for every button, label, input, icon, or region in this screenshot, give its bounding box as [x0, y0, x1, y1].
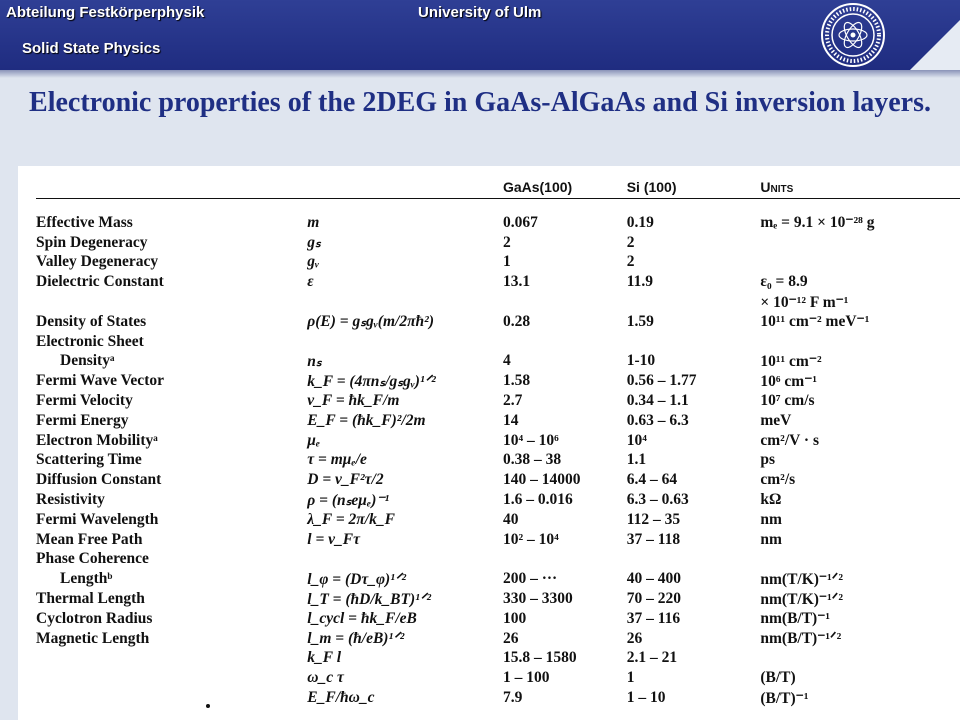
property-cell: Densityᵃ: [60, 352, 115, 370]
property-cell: Scattering Time: [36, 451, 142, 469]
table-row: [36, 272, 960, 292]
si-value-cell: 1: [626, 669, 635, 687]
symbol-cell: m: [307, 213, 320, 231]
column-header-units: Units: [760, 179, 794, 195]
department-en-label: Solid State Physics: [22, 40, 161, 57]
symbol-cell: D = v_F²τ/2: [307, 471, 384, 489]
si-value-cell: 6.4 – 64: [626, 471, 678, 489]
symbol-cell: l_T = (ħD/k_BT)¹ᐟ²: [307, 590, 431, 608]
gaas-value-cell: 14: [502, 411, 519, 429]
si-value-cell: 10⁴: [626, 431, 647, 449]
si-value-cell: 0.63 – 6.3: [626, 411, 689, 429]
header-bar: [0, 0, 960, 70]
table-row: [36, 233, 960, 253]
table-row: [36, 589, 960, 609]
units-cell: (B/T)⁻¹: [760, 689, 809, 707]
si-value-cell: 2: [626, 233, 635, 251]
gaas-value-cell: 26: [502, 629, 519, 647]
gaas-value-cell: 10⁴ – 10⁶: [502, 431, 559, 449]
units-cell: (B/T): [760, 669, 796, 687]
si-value-cell: [627, 292, 761, 312]
gaas-value-cell: 2.7: [502, 392, 523, 410]
property-cell: [36, 668, 307, 688]
table-row: [36, 213, 960, 233]
symbol-cell: [307, 550, 503, 570]
symbol-cell: [307, 292, 503, 312]
gaas-value-cell: 330 – 3300: [502, 590, 573, 608]
si-value-cell: 1-10: [626, 352, 656, 370]
gaas-value-cell: 13.1: [502, 273, 531, 291]
units-cell: 10⁶ cm⁻¹: [760, 372, 818, 390]
units-cell: [760, 253, 960, 273]
symbol-cell: [307, 332, 503, 352]
table-row: [36, 530, 960, 550]
units-cell: cm²/V · s: [760, 431, 819, 449]
gaas-value-cell: 1 – 100: [502, 669, 550, 687]
gaas-value-cell: 200 – ···: [502, 570, 558, 588]
units-cell: meV: [760, 411, 792, 429]
header-rule: [36, 199, 960, 214]
gaas-value-cell: 1: [502, 253, 511, 271]
symbol-cell: k_F l: [307, 649, 342, 667]
property-cell: Resistivity: [36, 491, 105, 509]
property-cell: Dielectric Constant: [36, 273, 164, 291]
property-cell: Magnetic Length: [36, 629, 150, 647]
si-value-cell: 2.1 – 21: [626, 649, 678, 667]
symbol-cell: k_F = (4πnₛ/gₛgᵥ)¹ᐟ²: [307, 372, 436, 390]
scan-speck: [206, 704, 210, 708]
property-cell: [36, 649, 307, 669]
table-row: [36, 253, 960, 273]
table-body: [36, 213, 960, 708]
si-value-cell: 1 – 10: [626, 689, 666, 707]
symbol-cell: ρ = (nₛeμₑ)⁻¹: [307, 491, 390, 509]
department-label: Abteilung Festkörperphysik: [6, 4, 205, 21]
units-cell: ps: [760, 451, 776, 469]
si-value-cell: 37 – 116: [626, 609, 681, 627]
si-value-cell: 1.59: [626, 312, 654, 330]
si-value-cell: 70 – 220: [626, 590, 681, 608]
symbol-cell: l = v_Fτ: [307, 530, 361, 548]
symbol-cell: μₑ: [307, 431, 321, 449]
gaas-value-cell: [503, 550, 627, 570]
units-cell: 10¹¹ cm⁻²: [760, 352, 822, 370]
property-cell: Electron Mobilityᵃ: [36, 431, 158, 449]
units-cell: nm(T/K)⁻¹ᐟ²: [760, 570, 843, 588]
gaas-value-cell: 1.58: [502, 372, 531, 390]
si-value-cell: 0.34 – 1.1: [626, 392, 689, 410]
table-row: [36, 668, 960, 688]
property-cell: Lengthᵇ: [60, 570, 113, 588]
si-value-cell: [627, 550, 761, 570]
property-cell: Effective Mass: [36, 213, 133, 231]
table-row: [36, 312, 960, 332]
si-value-cell: 11.9: [626, 273, 653, 291]
property-cell: Fermi Energy: [36, 411, 129, 429]
table-row: [36, 688, 960, 708]
gaas-value-cell: 7.9: [502, 689, 523, 707]
units-cell: ε₀ = 8.9: [760, 273, 808, 291]
units-cell: nm(T/K)⁻¹ᐟ²: [760, 590, 843, 608]
properties-table: [36, 176, 960, 708]
gaas-value-cell: 40: [502, 510, 519, 528]
units-cell: nm: [760, 530, 782, 548]
column-header-si: Si (100): [626, 179, 677, 195]
table-row: [36, 431, 960, 451]
units-cell: kΩ: [760, 491, 782, 509]
property-cell: Mean Free Path: [36, 530, 143, 548]
property-cell: Diffusion Constant: [36, 471, 162, 489]
table-row: [36, 411, 960, 431]
si-value-cell: 37 – 118: [626, 530, 681, 548]
symbol-cell: τ = mμₑ/e: [307, 451, 367, 469]
si-value-cell: 2: [626, 253, 635, 271]
si-value-cell: [627, 332, 761, 352]
si-value-cell: 112 – 35: [626, 510, 681, 528]
table-row: [36, 470, 960, 490]
symbol-cell: l_m = (ħ/eB)¹ᐟ²: [307, 630, 405, 648]
gaas-value-cell: [503, 292, 627, 312]
property-cell: [36, 688, 307, 708]
symbol-cell: ε: [307, 273, 314, 291]
units-cell: [760, 649, 960, 669]
table-row: [36, 391, 960, 411]
symbol-cell: l_cycl = ħk_F/eB: [307, 609, 417, 627]
table-row: [36, 569, 960, 589]
table-row: [36, 332, 960, 352]
symbol-cell: l_φ = (Dτ_φ)¹ᐟ²: [307, 570, 407, 588]
table-row: [36, 292, 960, 312]
property-cell: Thermal Length: [36, 590, 145, 608]
slide-title: Electronic properties of the 2DEG in GaAs-AlGaAs and Si inversion layers.: [29, 87, 931, 118]
si-value-cell: 40 – 400: [626, 570, 681, 588]
si-value-cell: 6.3 – 0.63: [626, 491, 689, 509]
symbol-cell: ρ(E) = gₛgᵥ(m/2πħ²): [307, 313, 434, 331]
property-cell: Fermi Wavelength: [36, 510, 159, 528]
symbol-cell: E_F = (ħk_F)²/2m: [307, 411, 426, 429]
units-cell: × 10⁻¹² F m⁻¹: [760, 293, 849, 311]
gaas-value-cell: 0.28: [502, 312, 531, 330]
gaas-value-cell: 0.38 – 38: [502, 451, 562, 469]
units-cell: 10⁷ cm/s: [760, 392, 815, 410]
property-cell: [36, 292, 307, 312]
si-value-cell: 0.56 – 1.77: [626, 372, 697, 390]
symbol-cell: λ_F = 2π/k_F: [307, 510, 395, 528]
column-header: [36, 176, 307, 199]
symbol-cell: gᵥ: [307, 253, 320, 271]
units-cell: [760, 332, 960, 352]
table-row: [36, 371, 960, 391]
table-row: [36, 510, 960, 530]
property-cell: Phase Coherence: [36, 550, 149, 568]
units-cell: nm: [760, 510, 782, 528]
si-value-cell: 26: [626, 629, 643, 647]
gaas-value-cell: 4: [502, 352, 511, 370]
table-row: [36, 451, 960, 471]
university-seal-logo: [818, 0, 888, 70]
property-cell: Fermi Velocity: [36, 392, 133, 410]
si-value-cell: 1.1: [626, 451, 647, 469]
gaas-value-cell: 100: [502, 609, 527, 627]
units-cell: nm(B/T)⁻¹: [760, 610, 831, 628]
units-cell: 10¹¹ cm⁻² meV⁻¹: [760, 313, 870, 331]
university-label: University of Ulm: [418, 4, 542, 21]
gaas-value-cell: [503, 332, 627, 352]
column-header-gaas: GaAs(100): [502, 179, 573, 195]
property-cell: Spin Degeneracy: [36, 233, 148, 251]
symbol-cell: v_F = ħk_F/m: [307, 392, 400, 410]
gaas-value-cell: 15.8 – 1580: [502, 649, 577, 667]
column-header: [307, 176, 503, 199]
table-row: [36, 649, 960, 669]
table-row: [36, 550, 960, 570]
units-cell: nm(B/T)⁻¹ᐟ²: [760, 630, 842, 648]
symbol-cell: ω_c τ: [307, 669, 344, 687]
units-cell: cm²/s: [760, 471, 796, 489]
gaas-value-cell: 0.067: [502, 213, 538, 231]
property-cell: Cyclotron Radius: [36, 609, 153, 627]
gaas-value-cell: 1.6 – 0.016: [502, 491, 573, 509]
gaas-value-cell: 140 – 14000: [502, 471, 581, 489]
symbol-cell: nₛ: [307, 352, 322, 370]
table-row: [36, 352, 960, 372]
header-corner-decoration: [890, 0, 960, 70]
table-row: [36, 490, 960, 510]
property-cell: Fermi Wave Vector: [36, 372, 164, 390]
table-row: [36, 609, 960, 629]
si-value-cell: 0.19: [626, 213, 654, 231]
units-cell: [760, 550, 960, 570]
symbol-cell: gₛ: [307, 234, 321, 252]
property-cell: Valley Degeneracy: [36, 253, 159, 271]
gaas-value-cell: 2: [502, 233, 511, 251]
units-cell: mₑ = 9.1 × 10⁻²⁸ g: [760, 214, 875, 232]
symbol-cell: E_F/ħω_c: [307, 689, 375, 707]
property-cell: Electronic Sheet: [36, 332, 144, 350]
table-header-row: [36, 176, 960, 199]
gaas-value-cell: 10² – 10⁴: [502, 530, 559, 548]
header-shadow: [0, 70, 960, 78]
table-row: [36, 629, 960, 649]
property-cell: Density of States: [36, 312, 147, 330]
units-cell: [760, 233, 960, 253]
